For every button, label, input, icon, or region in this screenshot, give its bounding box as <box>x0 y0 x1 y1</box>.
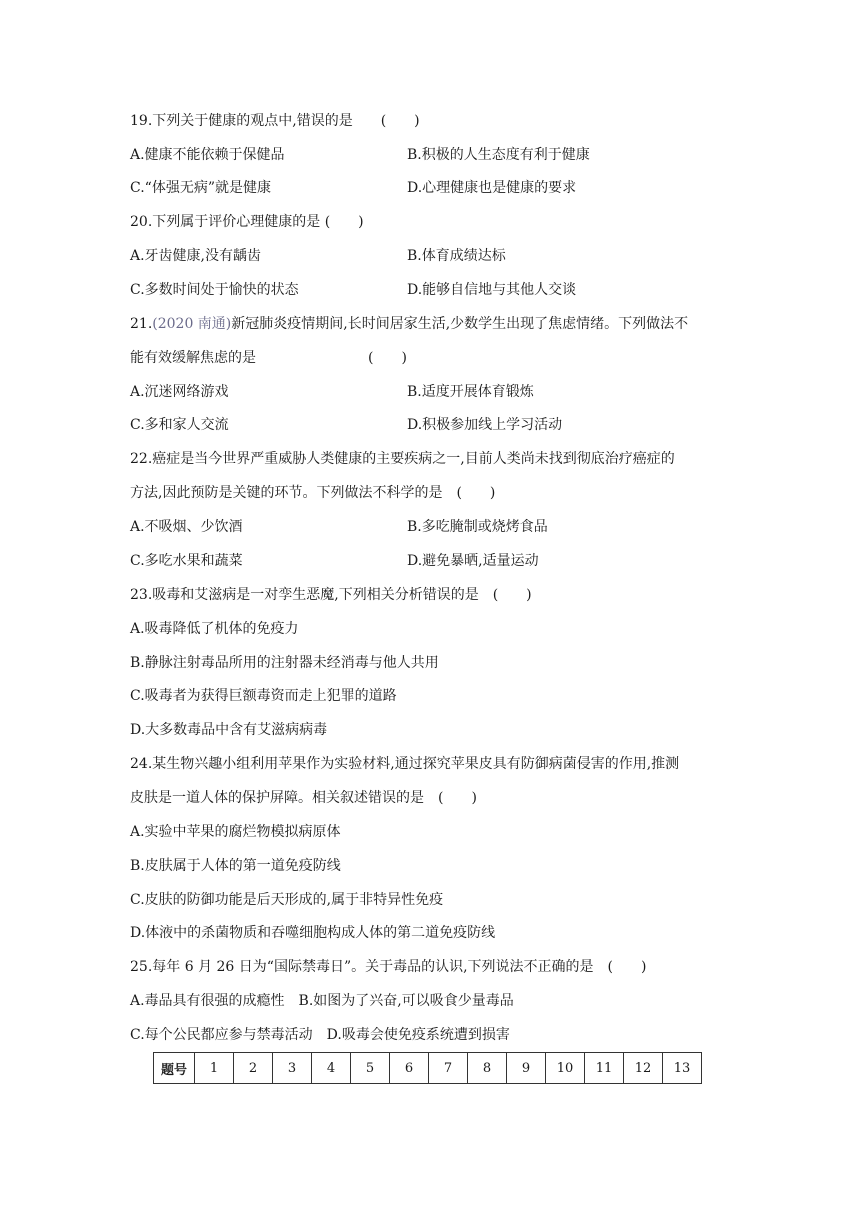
question-20-option-d: D.能够自信地与其他人交谈 <box>407 282 577 298</box>
question-21-stem-line2: 能有效缓解焦虑的是 ( ) <box>130 350 407 366</box>
question-24-stem-line1: 24.某生物兴趣小组利用苹果作为实验材料,通过探究苹果皮具有防御病菌侵害的作用,推测 <box>130 756 680 772</box>
answer-table-number: 9 <box>507 1053 546 1084</box>
question-24-option-a: A.实验中苹果的腐烂物模拟病原体 <box>130 824 341 840</box>
question-20-option-c: C.多数时间处于愉快的状态 <box>130 282 299 298</box>
answer-table-number: 3 <box>273 1053 312 1084</box>
question-24-option-b: B.皮肤属于人体的第一道免疫防线 <box>130 858 341 874</box>
question-21-option-c: C.多和家人交流 <box>130 417 229 433</box>
question-20-option-a: A.牙齿健康,没有龋齿 <box>130 248 262 264</box>
question-24-option-d: D.体液中的杀菌物质和吞噬细胞构成人体的第二道免疫防线 <box>130 925 496 941</box>
answer-table-header-row <box>154 1053 702 1084</box>
question-25-options-cd: C.每个公民都应参与禁毒活动 D.吸毒会使免疫系统遭到损害 <box>130 1027 510 1043</box>
answer-table-number: 7 <box>429 1053 468 1084</box>
question-22-option-a: A.不吸烟、少饮酒 <box>130 519 243 535</box>
answer-table-number: 1 <box>195 1053 234 1084</box>
question-23-option-d: D.大多数毒品中含有艾滋病病毒 <box>130 722 328 738</box>
question-23-option-b: B.静脉注射毒品所用的注射器未经消毒与他人共用 <box>130 655 439 671</box>
question-23-option-c: C.吸毒者为获得巨额毒资而走上犯罪的道路 <box>130 688 397 704</box>
answer-table-number: 10 <box>546 1053 585 1084</box>
question-21-option-d: D.积极参加线上学习活动 <box>407 417 563 433</box>
question-19-stem: 19.下列关于健康的观点中,错误的是 ( ) <box>130 113 420 129</box>
question-21-option-b: B.适度开展体育锻炼 <box>407 384 534 400</box>
answer-table-number: 8 <box>468 1053 507 1084</box>
question-24-option-c: C.皮肤的防御功能是后天形成的,属于非特异性免疫 <box>130 892 444 908</box>
question-22-option-b: B.多吃腌制或烧烤食品 <box>407 519 548 535</box>
question-20-stem: 20.下列属于评价心理健康的是 ( ) <box>130 214 364 230</box>
answer-table <box>153 1052 702 1084</box>
answer-table-number: 6 <box>390 1053 429 1084</box>
question-20-option-b: B.体育成绩达标 <box>407 248 506 264</box>
question-21-number: 21. <box>130 316 153 332</box>
question-25-options-ab: A.毒品具有很强的成瘾性 B.如图为了兴奋,可以吸食少量毒品 <box>130 993 514 1009</box>
question-19-option-a: A.健康不能依赖于保健品 <box>130 147 285 163</box>
question-19-option-d: D.心理健康也是健康的要求 <box>407 180 577 196</box>
question-22-option-d: D.避免暴晒,适量运动 <box>407 553 539 569</box>
answer-table-number: 5 <box>351 1053 390 1084</box>
question-22-option-c: C.多吃水果和蔬菜 <box>130 553 243 569</box>
answer-table-number: 4 <box>312 1053 351 1084</box>
question-21-option-a: A.沉迷网络游戏 <box>130 384 229 400</box>
question-21-stem <box>130 314 688 334</box>
answer-table-number: 12 <box>624 1053 663 1084</box>
question-19-option-c: C.“体强无病”就是健康 <box>130 180 271 196</box>
answer-table-header-label: 题号 <box>154 1053 195 1084</box>
question-24-stem-line2: 皮肤是一道人体的保护屏障。相关叙述错误的是 ( ) <box>130 790 477 806</box>
question-23-option-a: A.吸毒降低了机体的免疫力 <box>130 621 299 637</box>
question-21-source: (2020 南通) <box>152 316 232 332</box>
question-22-stem-line1: 22.癌症是当今世界严重威胁人类健康的主要疾病之一,目前人类尚未找到彻底治疗癌症的 <box>130 451 675 467</box>
answer-table-number: 13 <box>663 1053 702 1084</box>
answer-table-number: 11 <box>585 1053 624 1084</box>
question-19-option-b: B.积极的人生态度有利于健康 <box>407 147 590 163</box>
question-23-stem: 23.吸毒和艾滋病是一对孪生恶魔,下列相关分析错误的是 ( ) <box>130 587 532 603</box>
answer-table-number: 2 <box>234 1053 273 1084</box>
question-21-stem-text: 新冠肺炎疫情期间,长时间居家生活,少数学生出现了焦虑情绪。下列做法不 <box>231 316 689 332</box>
question-22-stem-line2: 方法,因此预防是关键的环节。下列做法不科学的是 ( ) <box>130 485 496 501</box>
question-25-stem: 25.每年 6 月 26 日为“国际禁毒日”。关于毒品的认识,下列说法不正确的是 ( ) <box>130 959 647 975</box>
